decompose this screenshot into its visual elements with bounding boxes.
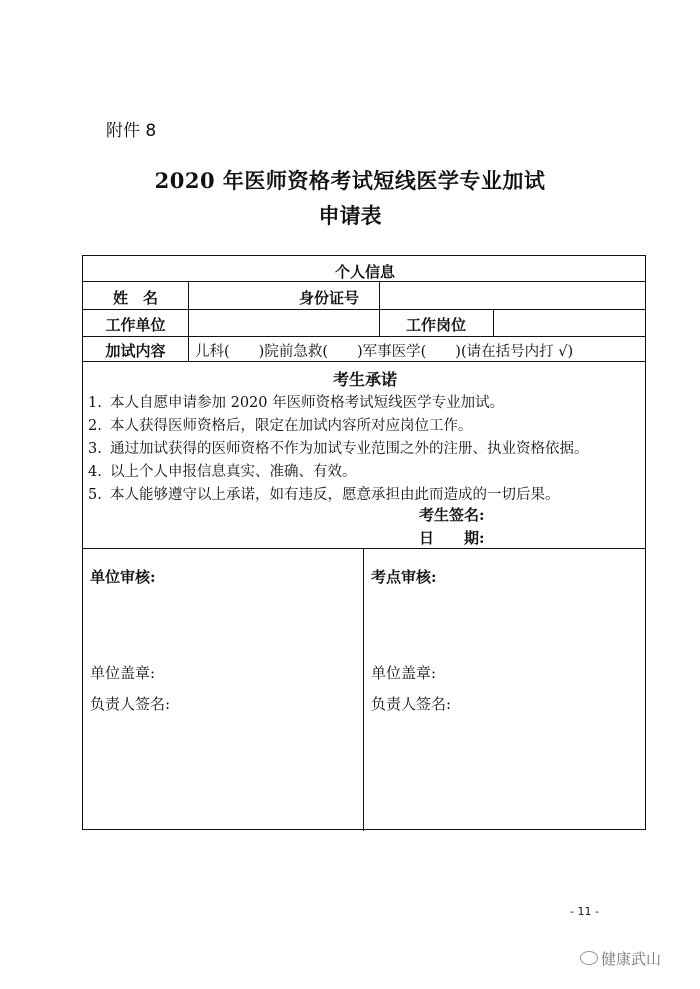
- position-label: 工作岗位: [405, 316, 466, 334]
- attachment-label: 附件 8: [106, 121, 157, 141]
- workplace-field[interactable]: [190, 310, 378, 335]
- exam-site-seal-label: 单位盖章:: [371, 664, 437, 682]
- pledge-item: 5. 本人能够遵守以上承诺，如有违反，愿意承担由此而造成的一切后果。: [88, 487, 560, 503]
- application-form: [82, 255, 646, 830]
- position-field[interactable]: [495, 310, 645, 335]
- pledge-item: 1. 本人自愿申请参加 2020 年医师资格考试短线医学专业加试。: [88, 395, 505, 411]
- page-number: - 11 -: [570, 905, 599, 918]
- wechat-icon: [580, 951, 598, 965]
- form-title: 2020 年医师资格考试短线医学专业加试: [154, 168, 546, 193]
- pledge-header: 考生承诺: [332, 370, 397, 389]
- date-label: 日 期:: [419, 529, 485, 547]
- watermark: [580, 948, 661, 969]
- row-divider: [83, 548, 645, 549]
- form-subtitle: 申请表: [318, 203, 382, 228]
- name-label: 姓 名: [112, 289, 158, 307]
- column-divider: [363, 548, 364, 831]
- date-field[interactable]: [495, 525, 635, 545]
- unit-signature-label: 负责人签名:: [90, 695, 171, 713]
- exam-content-label: 加试内容: [105, 342, 166, 360]
- column-divider: [188, 281, 189, 361]
- candidate-signature-label: 考生签名:: [419, 506, 485, 524]
- exam-content-options[interactable]: 儿科( )院前急救( )军事医学( )(请在括号内打 √): [195, 344, 574, 360]
- pledge-item: 2. 本人获得医师资格后，限定在加试内容所对应岗位工作。: [88, 418, 473, 434]
- unit-seal-label: 单位盖章:: [90, 664, 156, 682]
- watermark-text: 健康武山: [601, 950, 662, 968]
- exam-site-review-header: 考点审核:: [371, 568, 437, 586]
- column-divider: [493, 309, 494, 336]
- row-divider: [83, 361, 645, 362]
- candidate-signature-field[interactable]: [495, 502, 635, 522]
- row-divider: [83, 336, 645, 337]
- pledge-item: 3. 通过加试获得的医师资格不作为加试专业范围之外的注册、执业资格依据。: [88, 441, 589, 457]
- unit-review-header: 单位审核:: [90, 568, 156, 586]
- pledge-item: 4. 以上个人申报信息真实、准确、有效。: [88, 464, 357, 480]
- exam-site-signature-label: 负责人签名:: [371, 695, 452, 713]
- workplace-label: 工作单位: [105, 316, 166, 334]
- id-number-field[interactable]: [381, 282, 645, 308]
- personal-info-header: 个人信息: [334, 263, 395, 281]
- id-number-label: 身份证号: [298, 289, 359, 307]
